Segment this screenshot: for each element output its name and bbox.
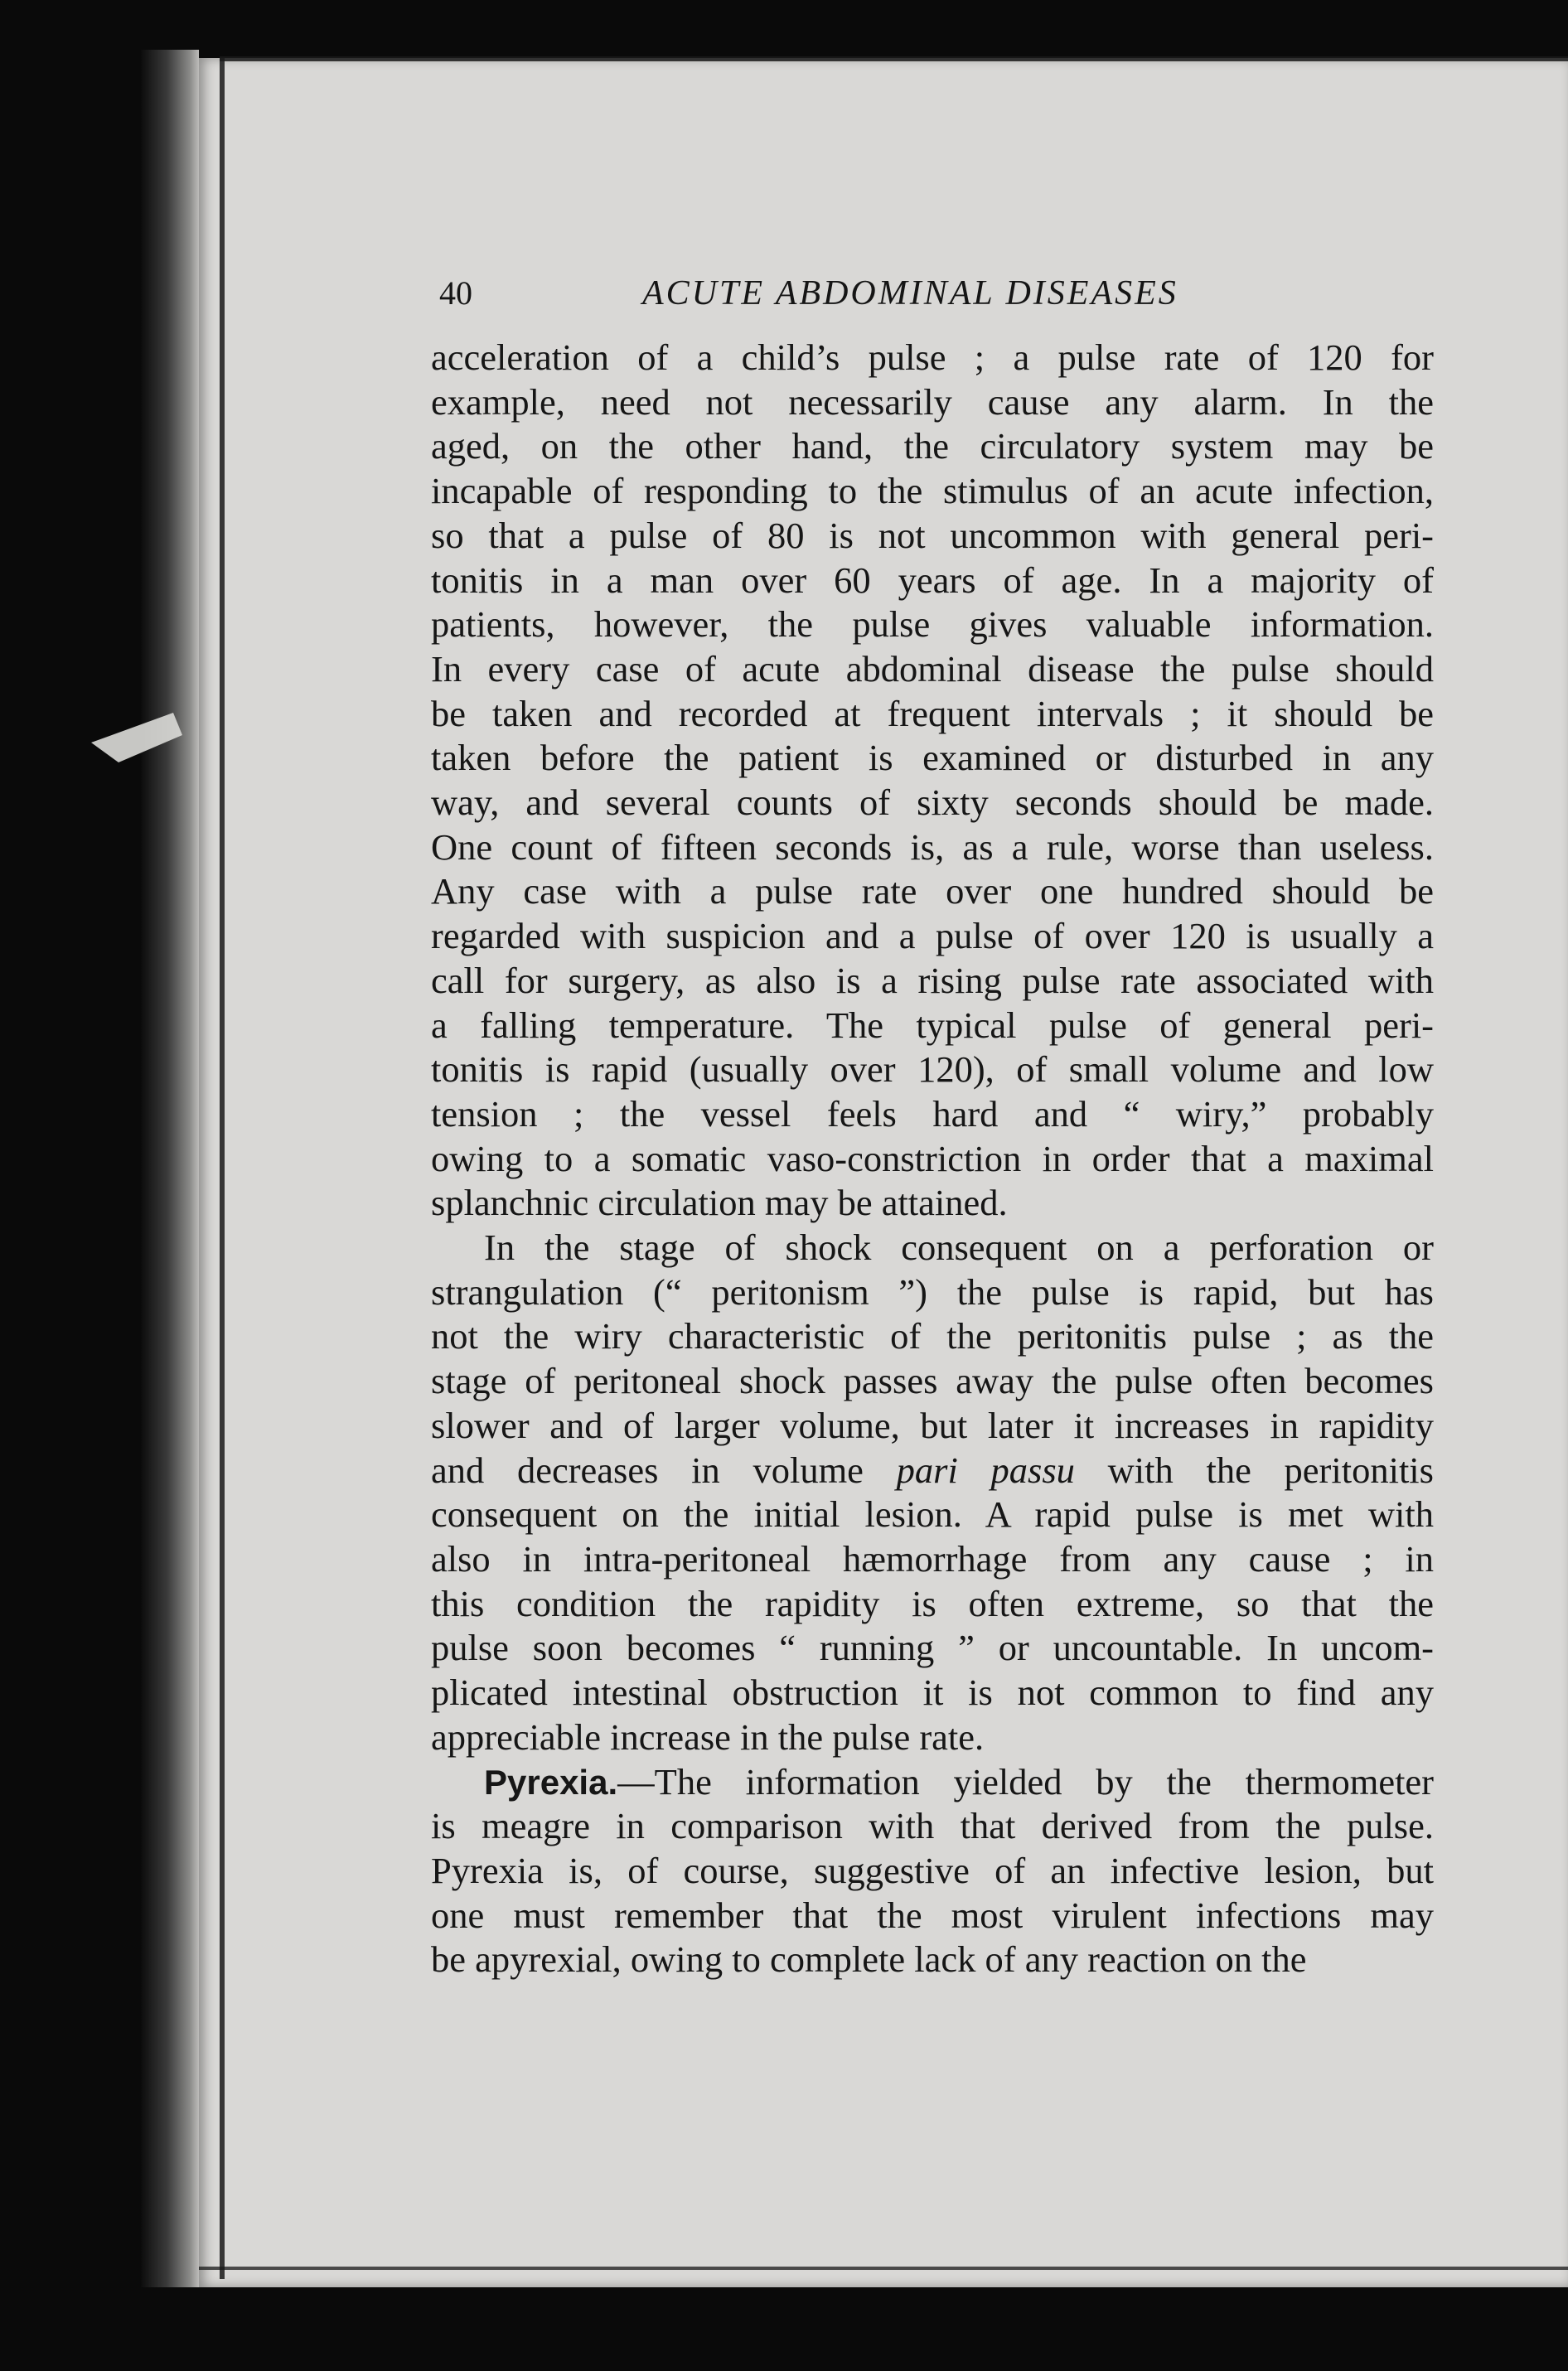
text-line <box>431 514 1434 559</box>
text-line <box>431 1404 1434 1449</box>
line-text: one must remember that the most virulent infections may <box>431 1894 1434 1936</box>
paragraph <box>431 336 1434 1226</box>
line-text: call for surgery, as also is a rising pulse rate associated with <box>431 959 1434 1001</box>
text-line <box>431 736 1434 781</box>
text-line <box>431 692 1434 737</box>
line-text: incapable of responding to the stimulus of an acute infection, <box>431 470 1434 512</box>
latin-phrase: pari passu <box>896 1449 1075 1491</box>
running-head: ACUTE ABDOMINAL DISEASES <box>642 274 1178 312</box>
line-text: not the wiry characteristic of the peritonitis pulse ; as the <box>431 1315 1434 1357</box>
text-line <box>431 1092 1434 1137</box>
text-line <box>431 1894 1434 1938</box>
line-text: this condition the rapidity is often extreme, so that the <box>431 1582 1434 1624</box>
line-text: example, need not necessarily cause any alarm. In the <box>431 380 1434 423</box>
text-line <box>431 336 1434 380</box>
line-text: tension ; the vessel feels hard and “ wiry,” probably <box>431 1092 1434 1135</box>
text-line <box>431 380 1434 425</box>
line-text: taken before the patient is examined or disturbed in any <box>431 737 1434 779</box>
line-text: a falling temperature. The typical pulse of general peri- <box>431 1004 1434 1046</box>
page-bottom-edge <box>199 2267 1568 2270</box>
text-line <box>431 469 1434 514</box>
text-line <box>431 1181 1434 1226</box>
text-line <box>431 1804 1434 1849</box>
line-text: way, and several counts of sixty seconds should be made. <box>431 781 1434 824</box>
line-text: owing to a somatic vaso-constriction in order that a maximal <box>431 1137 1434 1179</box>
text-line <box>431 1849 1434 1894</box>
text-line <box>431 1449 1434 1493</box>
book-binding-edge <box>141 50 199 2287</box>
text-line <box>431 1582 1434 1627</box>
text-line <box>431 1715 1434 1760</box>
line-text: splanchnic circulation may be attained. <box>431 1182 1008 1224</box>
line-text: tonitis in a man over 60 years of age. In a majority of <box>431 559 1434 601</box>
line-text: be taken and recorded at frequent intervals ; it should be <box>431 692 1434 734</box>
text-line <box>431 647 1434 692</box>
text-line <box>431 781 1434 825</box>
text-line <box>431 1137 1434 1182</box>
line-text: also in intra-peritoneal hæmorrhage from any cause ; in <box>431 1537 1434 1580</box>
line-text: Any case with a pulse rate over one hundred should be <box>431 870 1434 912</box>
line-text: In the stage of shock consequent on a perforation or <box>484 1227 1434 1269</box>
text-line <box>431 602 1434 647</box>
line-text: is meagre in comparison with that derived from the pulse. <box>431 1805 1434 1847</box>
text-line <box>431 1270 1434 1315</box>
line-text: Pyrexia is, of course, suggestive of an infective lesion, but <box>431 1849 1434 1891</box>
line-text: One count of fifteen seconds is, as a rule, worse than useless. <box>431 825 1434 868</box>
line-text: pulse soon becomes “ running ” or uncountable. In uncom- <box>431 1627 1434 1669</box>
run-in-heading: Pyrexia. <box>484 1762 618 1802</box>
page-header <box>439 273 1434 323</box>
line-text: tonitis is rapid (usually over 120), of small volume and low <box>431 1048 1434 1091</box>
line-text: aged, on the other hand, the circulatory system may be <box>431 425 1434 467</box>
line-text: strangulation (“ peritonism ”) the pulse is rapid, but has <box>431 1270 1434 1313</box>
text-line <box>431 1226 1434 1270</box>
paragraph <box>431 1226 1434 1759</box>
body-text <box>431 336 1434 1982</box>
text-line <box>431 825 1434 870</box>
line-text: and decreases in volume pari passu with the peritonitis <box>431 1449 1434 1491</box>
text-line <box>431 1626 1434 1671</box>
page-number: 40 <box>439 274 472 312</box>
text-line <box>431 1314 1434 1359</box>
text-line <box>431 1004 1434 1048</box>
line-text: acceleration of a child’s pulse ; a pulse rate of 120 for <box>431 336 1434 378</box>
line-text: plicated intestinal obstruction it is not common to find any <box>431 1672 1434 1714</box>
page-left-edge <box>220 58 225 2279</box>
text-line <box>431 1359 1434 1404</box>
text-line <box>431 914 1434 959</box>
line-text: regarded with suspicion and a pulse of over 120 is usually a <box>431 915 1434 957</box>
line-text: slower and of larger volume, but later it increases in rapidity <box>431 1404 1434 1446</box>
text-line <box>431 1760 1434 1805</box>
line-text: —The information yielded by the thermometer <box>617 1760 1434 1802</box>
line-text: so that a pulse of 80 is not uncommon with general peri- <box>431 514 1434 556</box>
line-text: appreciable increase in the pulse rate. <box>431 1715 985 1758</box>
text-line <box>431 1671 1434 1715</box>
line-text: In every case of acute abdominal disease the pulse should <box>431 647 1434 690</box>
text-line <box>431 959 1434 1004</box>
paragraph <box>431 1760 1434 1983</box>
text-line <box>431 1048 1434 1092</box>
text-line <box>431 1938 1434 1982</box>
text-line <box>431 869 1434 914</box>
line-text: stage of peritoneal shock passes away the pulse often becomes <box>431 1360 1434 1402</box>
text-line <box>431 424 1434 469</box>
line-text: be apyrexial, owing to complete lack of any reaction on the <box>431 1938 1307 1981</box>
line-text: consequent on the initial lesion. A rapid pulse is met with <box>431 1493 1434 1536</box>
text-line <box>431 559 1434 603</box>
text-line <box>431 1537 1434 1582</box>
line-text: patients, however, the pulse gives valuable information. <box>431 603 1434 646</box>
page-top-edge <box>220 56 1568 61</box>
text-line <box>431 1493 1434 1537</box>
